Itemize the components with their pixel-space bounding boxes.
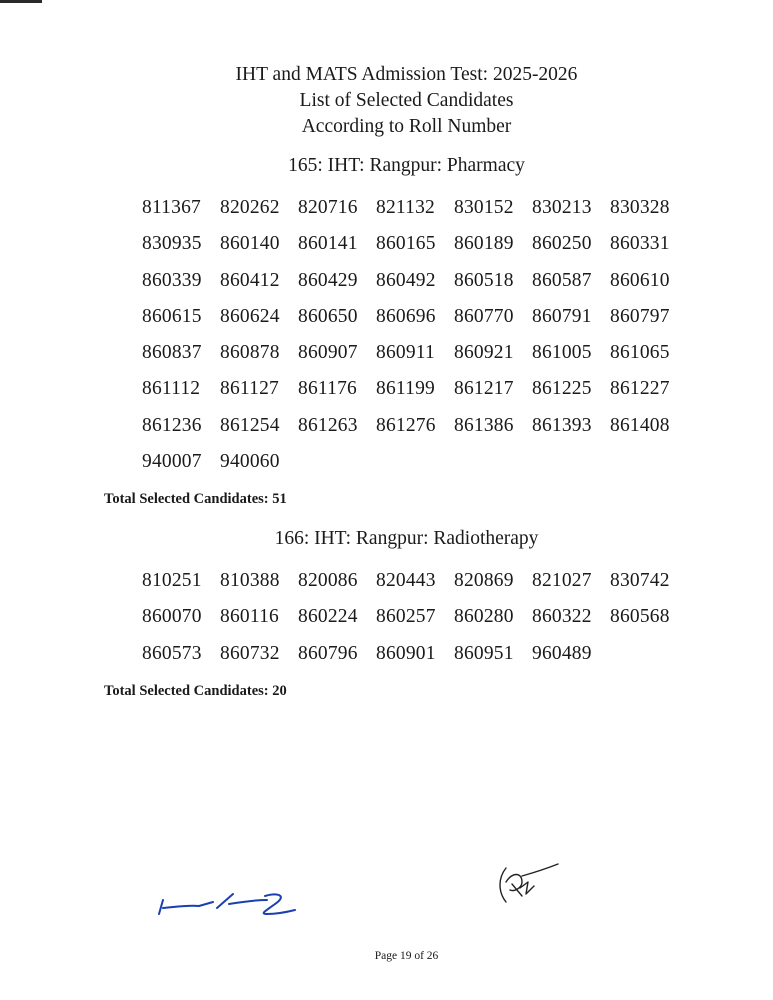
roll-number: 861276 <box>376 414 436 436</box>
roll-number: 860770 <box>454 305 514 327</box>
roll-number: 860568 <box>610 606 670 628</box>
roll-number: 861199 <box>376 378 435 400</box>
roll-number: 860791 <box>532 305 592 327</box>
roll-number: 860911 <box>376 342 435 364</box>
roll-number: 861236 <box>142 414 202 436</box>
signature-right <box>492 858 562 918</box>
roll-number: 820443 <box>376 570 436 591</box>
roll-number: 861176 <box>298 378 357 400</box>
roll-number: 860797 <box>610 305 670 327</box>
roll-number: 860412 <box>220 269 280 291</box>
roll-number: 810388 <box>220 570 280 591</box>
roll-number: 940060 <box>220 451 280 473</box>
roll-number: 861005 <box>532 342 592 364</box>
roll-number: 861127 <box>220 378 279 400</box>
roll-number: 860165 <box>376 233 436 255</box>
roll-number: 860331 <box>610 233 670 255</box>
roll-number: 860518 <box>454 269 514 291</box>
roll-number: 860280 <box>454 606 514 628</box>
roll-number: 861393 <box>532 414 592 436</box>
roll-number: 860901 <box>376 642 436 664</box>
roll-number: 861386 <box>454 414 514 436</box>
roll-number: 861065 <box>610 342 670 364</box>
roll-number: 860140 <box>220 233 280 255</box>
roll-number: 860573 <box>142 642 202 664</box>
roll-number: 860250 <box>532 233 592 255</box>
roll-number: 860492 <box>376 269 436 291</box>
roll-number: 860141 <box>298 233 358 255</box>
roll-number: 860615 <box>142 305 202 327</box>
roll-number: 860878 <box>220 342 280 364</box>
roll-number: 861408 <box>610 414 670 436</box>
roll-number: 861217 <box>454 378 514 400</box>
roll-number: 860650 <box>298 305 358 327</box>
roll-number: 861254 <box>220 414 280 436</box>
roll-number: 861263 <box>298 414 358 436</box>
roll-number: 940007 <box>142 451 202 473</box>
roll-number: 860837 <box>142 342 202 364</box>
roll-number: 830328 <box>610 197 670 218</box>
signature-left <box>155 878 305 928</box>
roll-number: 960489 <box>532 642 592 664</box>
roll-number: 860907 <box>298 342 358 364</box>
roll-number: 860610 <box>610 269 670 291</box>
header-title: IHT and MATS Admission Test: 2025-2026 <box>235 64 578 85</box>
document-header <box>0 62 773 140</box>
header-subtitle: List of Selected Candidates <box>299 90 514 111</box>
roll-grid-pharmacy <box>142 197 688 487</box>
total-selected-pharmacy: Total Selected Candidates: 51 <box>104 491 287 507</box>
scan-edge-mark <box>0 0 42 3</box>
section-title-radiotherapy: 166: IHT: Rangpur: Radiotherapy <box>274 528 539 549</box>
roll-number: 860322 <box>532 606 592 628</box>
roll-number: 860951 <box>454 642 514 664</box>
roll-number: 860732 <box>220 642 280 664</box>
roll-number: 860796 <box>298 642 358 664</box>
roll-number: 820086 <box>298 570 358 591</box>
roll-number: 860696 <box>376 305 436 327</box>
roll-number: 830935 <box>142 233 202 255</box>
roll-number: 811367 <box>142 197 201 218</box>
header-ordering: According to Roll Number <box>301 116 512 137</box>
roll-number: 820716 <box>298 197 358 218</box>
roll-number: 861225 <box>532 378 592 400</box>
roll-number: 860116 <box>220 606 279 628</box>
total-selected-radiotherapy: Total Selected Candidates: 20 <box>104 683 287 699</box>
roll-number: 830213 <box>532 197 592 218</box>
section-title-pharmacy: 165: IHT: Rangpur: Pharmacy <box>288 155 525 176</box>
roll-number: 860070 <box>142 606 202 628</box>
roll-number: 861112 <box>142 378 201 400</box>
roll-number: 860921 <box>454 342 514 364</box>
roll-number: 860624 <box>220 305 280 327</box>
roll-number: 830152 <box>454 197 514 218</box>
roll-number: 820869 <box>454 570 514 591</box>
roll-number: 861227 <box>610 378 670 400</box>
roll-number: 820262 <box>220 197 280 218</box>
roll-number: 860189 <box>454 233 514 255</box>
roll-number: 821027 <box>532 570 592 591</box>
page-number: Page 19 of 26 <box>374 950 439 962</box>
roll-number: 860224 <box>298 606 358 628</box>
roll-number: 860587 <box>532 269 592 291</box>
roll-number: 860339 <box>142 269 202 291</box>
roll-grid-radiotherapy <box>142 570 688 679</box>
roll-number: 830742 <box>610 570 670 591</box>
roll-number: 860257 <box>376 606 436 628</box>
roll-number: 810251 <box>142 570 202 591</box>
roll-number: 821132 <box>376 197 435 218</box>
roll-number: 860429 <box>298 269 358 291</box>
